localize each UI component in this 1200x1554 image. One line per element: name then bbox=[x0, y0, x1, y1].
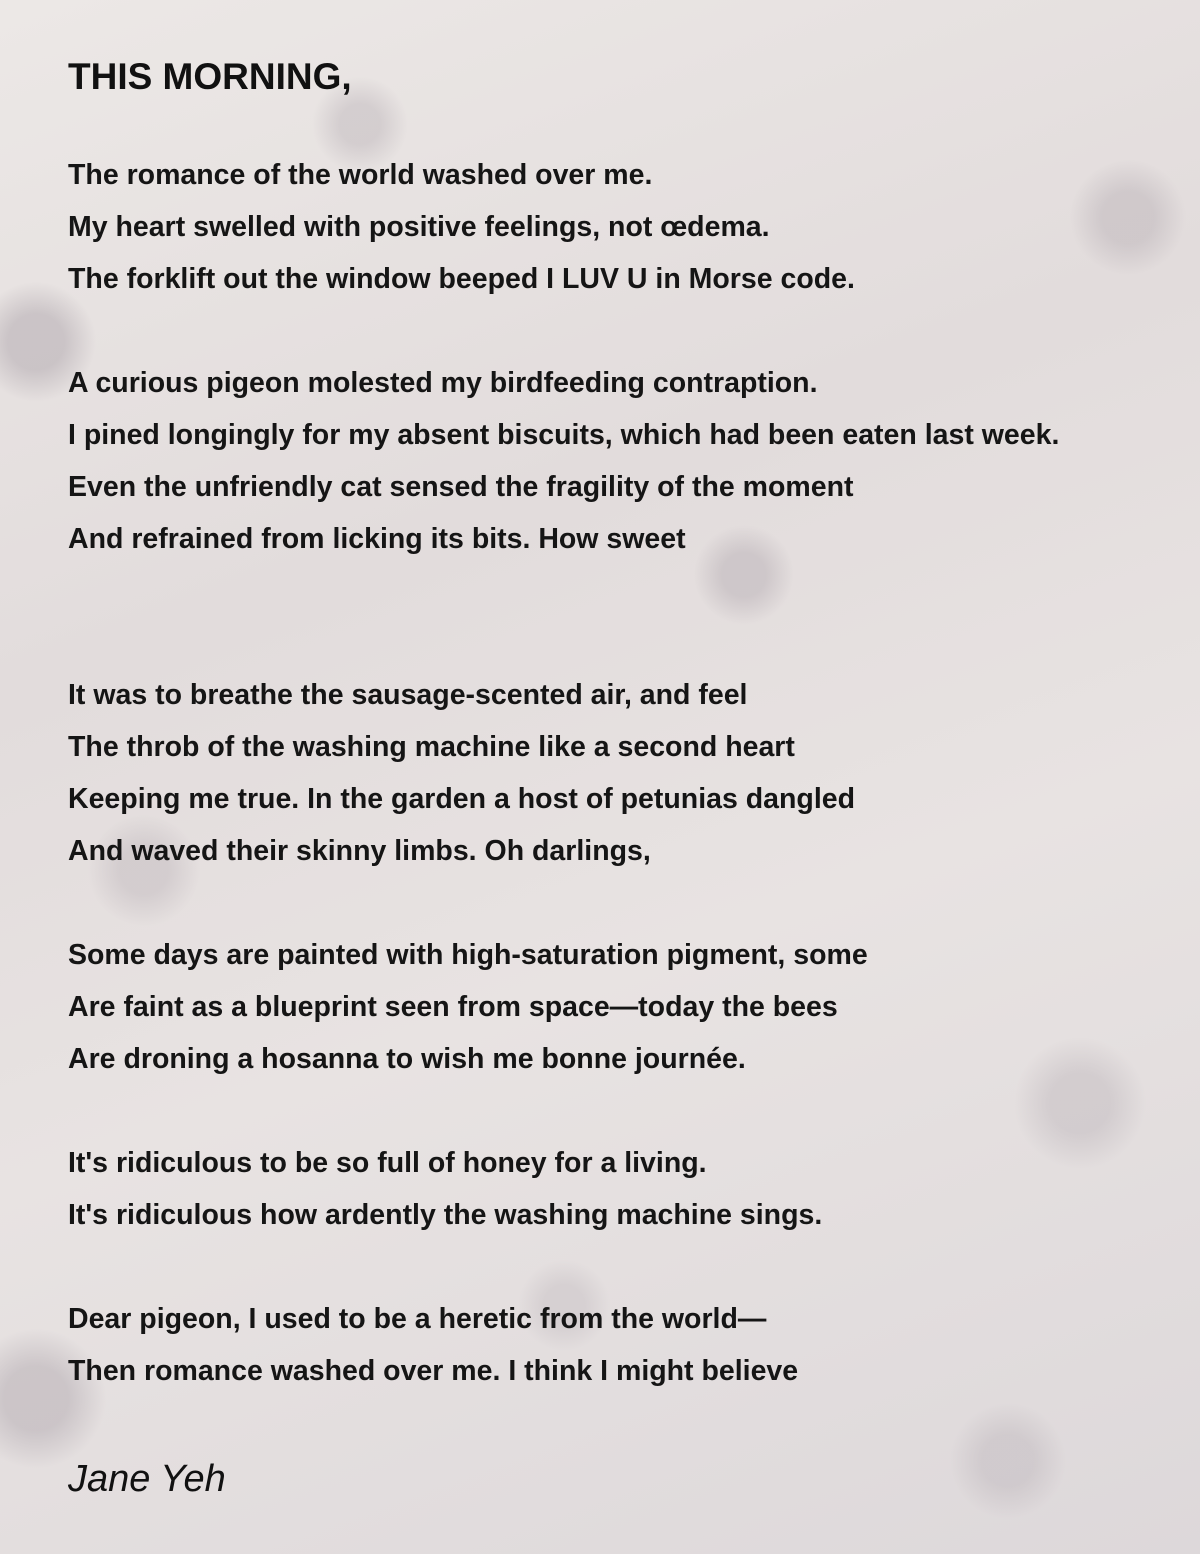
poem-title: THIS MORNING, bbox=[68, 56, 352, 97]
poem-line: A curious pigeon molested my birdfeeding contraption. bbox=[68, 367, 818, 399]
poem-line: It's ridiculous how ardently the washing machine sings. bbox=[68, 1199, 823, 1231]
poem-line: Are droning a hosanna to wish me bonne journée. bbox=[68, 1043, 746, 1075]
poem-line: And refrained from licking its bits. How sweet bbox=[68, 523, 686, 555]
poem-line: The forklift out the window beeped I LUV U in Morse code. bbox=[68, 263, 855, 295]
poem-line: Even the unfriendly cat sensed the fragility of the moment bbox=[68, 471, 854, 503]
poem-line: The romance of the world washed over me. bbox=[68, 159, 653, 191]
poem-line: Keeping me true. In the garden a host of petunias dangled bbox=[68, 783, 856, 815]
poem-line: I pined longingly for my absent biscuits, which had been eaten last week. bbox=[68, 419, 1060, 451]
poem-line: And waved their skinny limbs. Oh darlings, bbox=[68, 835, 651, 867]
poem-line: My heart swelled with positive feelings, not œdema. bbox=[68, 211, 770, 243]
poem-line: The throb of the washing machine like a second heart bbox=[68, 731, 795, 763]
poem-line: Some days are painted with high-saturation pigment, some bbox=[68, 939, 868, 971]
poem-line: Then romance washed over me. I think I might believe bbox=[68, 1355, 799, 1387]
poem-line: Dear pigeon, I used to be a heretic from the world— bbox=[68, 1303, 767, 1335]
poem-author: Jane Yeh bbox=[68, 1458, 226, 1500]
poem-line: It was to breathe the sausage-scented air, and feel bbox=[68, 679, 748, 711]
poem-line: It's ridiculous to be so full of honey for a living. bbox=[68, 1147, 707, 1179]
poem-line: Are faint as a blueprint seen from space—today the bees bbox=[68, 991, 838, 1023]
